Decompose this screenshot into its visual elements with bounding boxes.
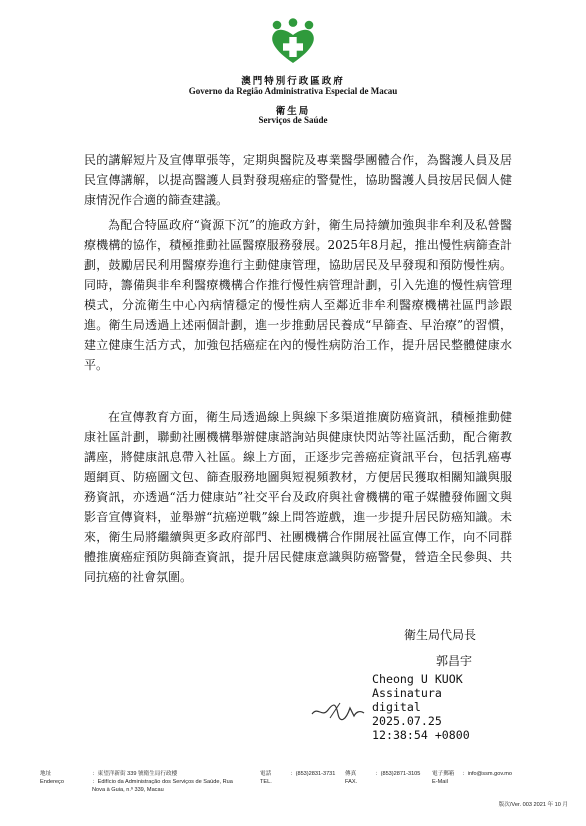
department-name-zh: 衛生局 [275,107,311,117]
footer-address [92,770,242,794]
footer-email-label [432,770,454,786]
digital-signature-block [372,672,470,742]
health-bureau-logo-icon [268,18,318,64]
digital-signature-line: digital [372,700,421,714]
address-zh: ：東望洋新街 339 號衛生局行政樓 [92,771,178,777]
footer-fax: ：(853)2871-3105 [375,771,421,777]
footer-tel: ：(853)2831-3731 [290,771,336,777]
footer-email[interactable]: ：info@ssm.gov.mo [462,771,513,777]
signatory-name: 郭昌宇 [436,654,473,668]
footer-address-label [40,770,64,786]
fax-label-pt: FAX. [345,779,358,785]
handwritten-signature-icon [310,700,366,722]
digital-signature-line: Cheong U KUOK [372,672,463,686]
tel-label-pt: TEL. [260,779,272,785]
paragraph-chronic-disease: 為配合特區政府“資源下沉”的施政方針，衛生局持續加強與非牟利及私營醫療機構的協作，積極推動社區醫療服務發展。2025年8月起，推出慢性病篩查計劃，鼓勵居民利用醫療券進行主動健康管理，協助居民及早發現和預防慢性病。同時，籌備與非牟利醫療機構合作推行慢性病管理計劃，引入先進的慢性病管理模式，分流衛生中心內病情穩定的慢性病人至鄰近非牟利醫療機構社區門診跟進。衛生局透過上述兩個計劃，進一步推動居民養成“早篩查、早治療”的習慣，建立健康生活方式，加強包括癌症在內的慢性病防治工作，提升居民整體健康水平。 [84,218,512,372]
email-label-pt: E-Mail [432,779,448,785]
address-label-zh: 地址 [40,771,52,777]
digital-signature-line: 2025.07.25 [372,714,442,728]
paragraph-continued: 民的講解短片及宣傳單張等，定期與醫院及專業醫學團體合作，為醫護人員及居民宣傳講解，以提高醫護人員對發現癌症的警覺性，協助醫護人員按居民個人健康情況作合適的篩查建議。 [84,153,512,207]
signatory-title: 衛生局代局長 [404,628,477,642]
digital-signature-line: Assinatura [372,686,442,700]
paragraph-health-education: 在宣傳教育方面，衛生局透過線上與線下多渠道推廣防癌資訊，積極推動健康社區計劃，聯動社團機構舉辦健康諮詢站與健康快閃站等社區活動，配合衛教講座，將健康訊息帶入社區。線上方面，正逐步完善癌症資訊平台，包括乳癌專題網頁、防癌圖文包、篩查服務地圖與短視頻教材，方便居民獲取相關知識與服務資訊，亦透過“活力健康站”社交平台及政府與社會機構的電子媒體發佈圖文與影音宣傳資料，並舉辦“抗癌逆戰”線上問答遊戲，進一步提升居民防癌知識。未來，衛生局將繼續與更多政府部門、社團機構合作開展社區宣傳工作，向不同群體推廣癌症預防與篩查資訊，提升居民健康意識與防癌警覺，營造全民參與、共同抗癌的社會氛圍。 [84,410,512,584]
address-label-pt: Endereço [40,779,64,785]
email-label-zh: 電子郵箱 [432,771,455,777]
document-version: 版次/Ver. 003 2021 年 10 月 [498,802,568,808]
department-name-pt: Serviços de Saúde [258,115,328,125]
footer-tel-label [260,770,272,786]
footer-fax-label [345,770,357,786]
fax-label-zh: 傳真 [345,771,357,777]
tel-label-zh: 電話 [260,771,272,777]
address-pt: ：Edifício da Administração dos Serviços de Saúde, Rua Nova à Guia, n.º 339, Macau [92,779,233,793]
government-name-pt: Governo da Região Administrativa Especial de Macau [188,86,398,96]
government-name-zh: 澳門特別行政區政府 [241,77,345,87]
digital-signature-line: 12:38:54 +0800 [372,728,470,742]
